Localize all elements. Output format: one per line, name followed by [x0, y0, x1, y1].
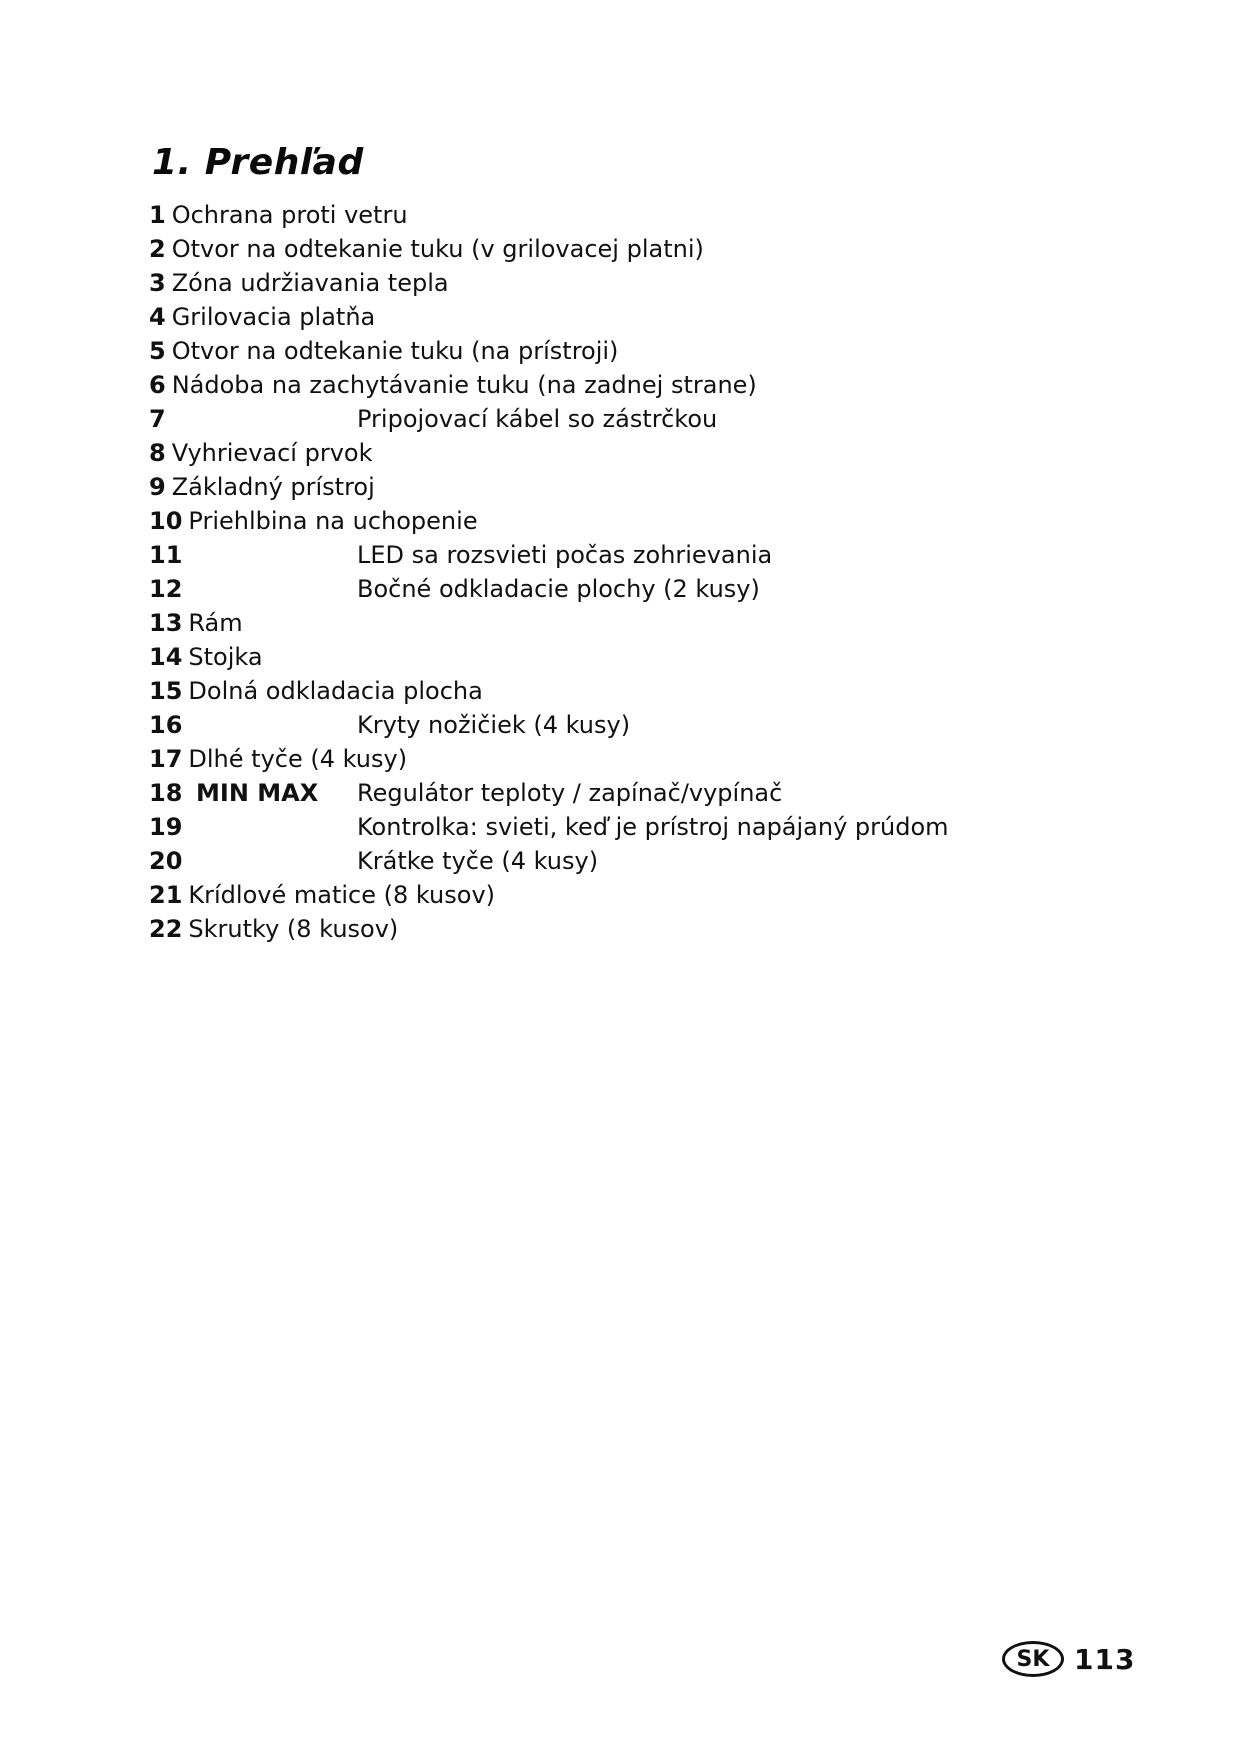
language-badge: SK [1002, 1641, 1064, 1677]
item-description: Zóna udržiavania tepla [171, 269, 449, 297]
item-number: 1 [149, 201, 166, 229]
item-description: Krátke tyče (4 kusy) [357, 847, 599, 875]
item-number: 12 [149, 575, 183, 603]
list-item [149, 878, 757, 912]
parts-list [149, 198, 949, 946]
item-number: 15 [149, 677, 183, 705]
list-item [149, 572, 760, 606]
item-number: 14 [149, 643, 183, 671]
item-number: 16 [149, 711, 183, 739]
list-item [149, 776, 783, 810]
item-description: Vyhrievací prvok [171, 439, 373, 467]
list-item [149, 912, 757, 946]
list-item [149, 266, 757, 300]
item-number: 18 [149, 779, 183, 807]
list-item [149, 504, 757, 538]
item-number: 6 [149, 371, 166, 399]
item-number: 9 [149, 473, 166, 501]
list-item [149, 810, 949, 844]
list-item [149, 470, 757, 504]
item-number: 21 [149, 881, 183, 909]
list-item [149, 742, 757, 776]
item-description: Rám [188, 609, 243, 637]
item-number: 20 [149, 847, 183, 875]
item-number: 13 [149, 609, 183, 637]
page-number: 113 [1074, 1642, 1136, 1676]
list-item [149, 538, 773, 572]
item-number: 4 [149, 303, 166, 331]
item-number: 7 [149, 405, 166, 433]
list-item [149, 640, 757, 674]
list-item [149, 198, 757, 232]
list-item [149, 436, 757, 470]
item-number: 11 [149, 541, 183, 569]
item-description: Otvor na odtekanie tuku (na prístroji) [171, 337, 619, 365]
item-number: 3 [149, 269, 166, 297]
list-item [149, 606, 757, 640]
item-description: Priehlbina na uchopenie [188, 507, 478, 535]
page-title: 1. Prehľad [152, 142, 364, 183]
list-item [149, 300, 757, 334]
item-number: 22 [149, 915, 183, 943]
list-item [149, 708, 757, 742]
item-number: 8 [149, 439, 166, 467]
item-description: Ochrana proti vetru [171, 201, 408, 229]
item-description: Dlhé tyče (4 kusy) [188, 745, 408, 773]
item-description: Kontrolka: svieti, keď je prístroj napájaný prúdom [357, 813, 949, 841]
item-number: 5 [149, 337, 166, 365]
item-number: 2 [149, 235, 166, 263]
item-description: Otvor na odtekanie tuku (v grilovacej platni) [171, 235, 704, 263]
list-item [149, 334, 757, 368]
list-item [149, 674, 757, 708]
item-description: Kryty nožičiek (4 kusy) [357, 711, 631, 739]
item-description: Základný prístroj [171, 473, 375, 501]
item-description: Grilovacia platňa [171, 303, 376, 331]
item-description: Stojka [188, 643, 263, 671]
item-description: Dolná odkladacia plocha [188, 677, 483, 705]
page-footer [1002, 1638, 1135, 1680]
list-item [149, 232, 757, 266]
item-number: 17 [149, 745, 183, 773]
item-description: Regulátor teploty / zapínač/vypínač [357, 779, 783, 807]
min-max-symbol: MIN MAX [196, 779, 319, 807]
item-number: 10 [149, 507, 183, 535]
list-item [149, 368, 757, 402]
item-description: Pripojovací kábel so zástrčkou [357, 405, 718, 433]
list-item [149, 402, 757, 436]
item-description: Nádoba na zachytávanie tuku (na zadnej strane) [171, 371, 757, 399]
item-description: Skrutky (8 kusov) [188, 915, 399, 943]
item-description: Krídlové matice (8 kusov) [188, 881, 496, 909]
item-description: LED sa rozsvieti počas zohrievania [357, 541, 773, 569]
item-number: 19 [149, 813, 183, 841]
list-item [149, 844, 757, 878]
item-description: Bočné odkladacie plochy (2 kusy) [357, 575, 760, 603]
